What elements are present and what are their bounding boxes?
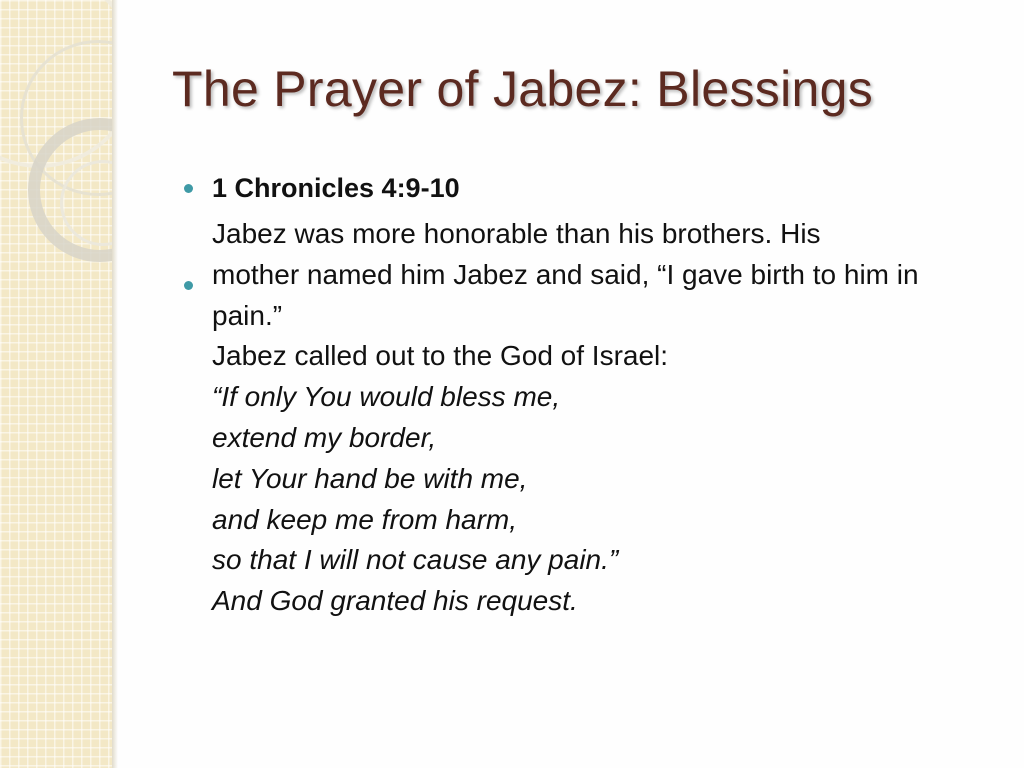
prayer-line: And God granted his request.: [212, 585, 578, 617]
bullet-item-passage: [184, 214, 1004, 622]
passage-line: Jabez was more honorable than his brothers. His: [212, 218, 821, 249]
sidebar-shadow: [112, 0, 118, 768]
prayer-line: so that I will not cause any pain.”: [212, 544, 619, 576]
prayer-line: extend my border,: [212, 421, 437, 453]
prayer-line: “If only You would bless me,: [212, 381, 561, 413]
bullet-dot-icon: [184, 281, 193, 290]
bullet-item-reference: [184, 168, 1004, 214]
prayer-line: and keep me from harm,: [212, 503, 518, 535]
passage-line: pain.”: [212, 299, 283, 331]
scripture-reference: 1 Chronicles 4:9-10: [212, 173, 460, 203]
decorative-sidebar: [0, 0, 112, 768]
passage-line: mother named him Jabez and said, “I gave birth to him in: [212, 258, 919, 290]
passage-line: Jabez called out to the God of Israel:: [212, 340, 669, 372]
bullet-dot-icon: [184, 184, 193, 193]
prayer-line: let Your hand be with me,: [212, 462, 528, 494]
slide-content: [184, 168, 1004, 622]
slide-title: The Prayer of Jabez: Blessings: [172, 61, 873, 117]
